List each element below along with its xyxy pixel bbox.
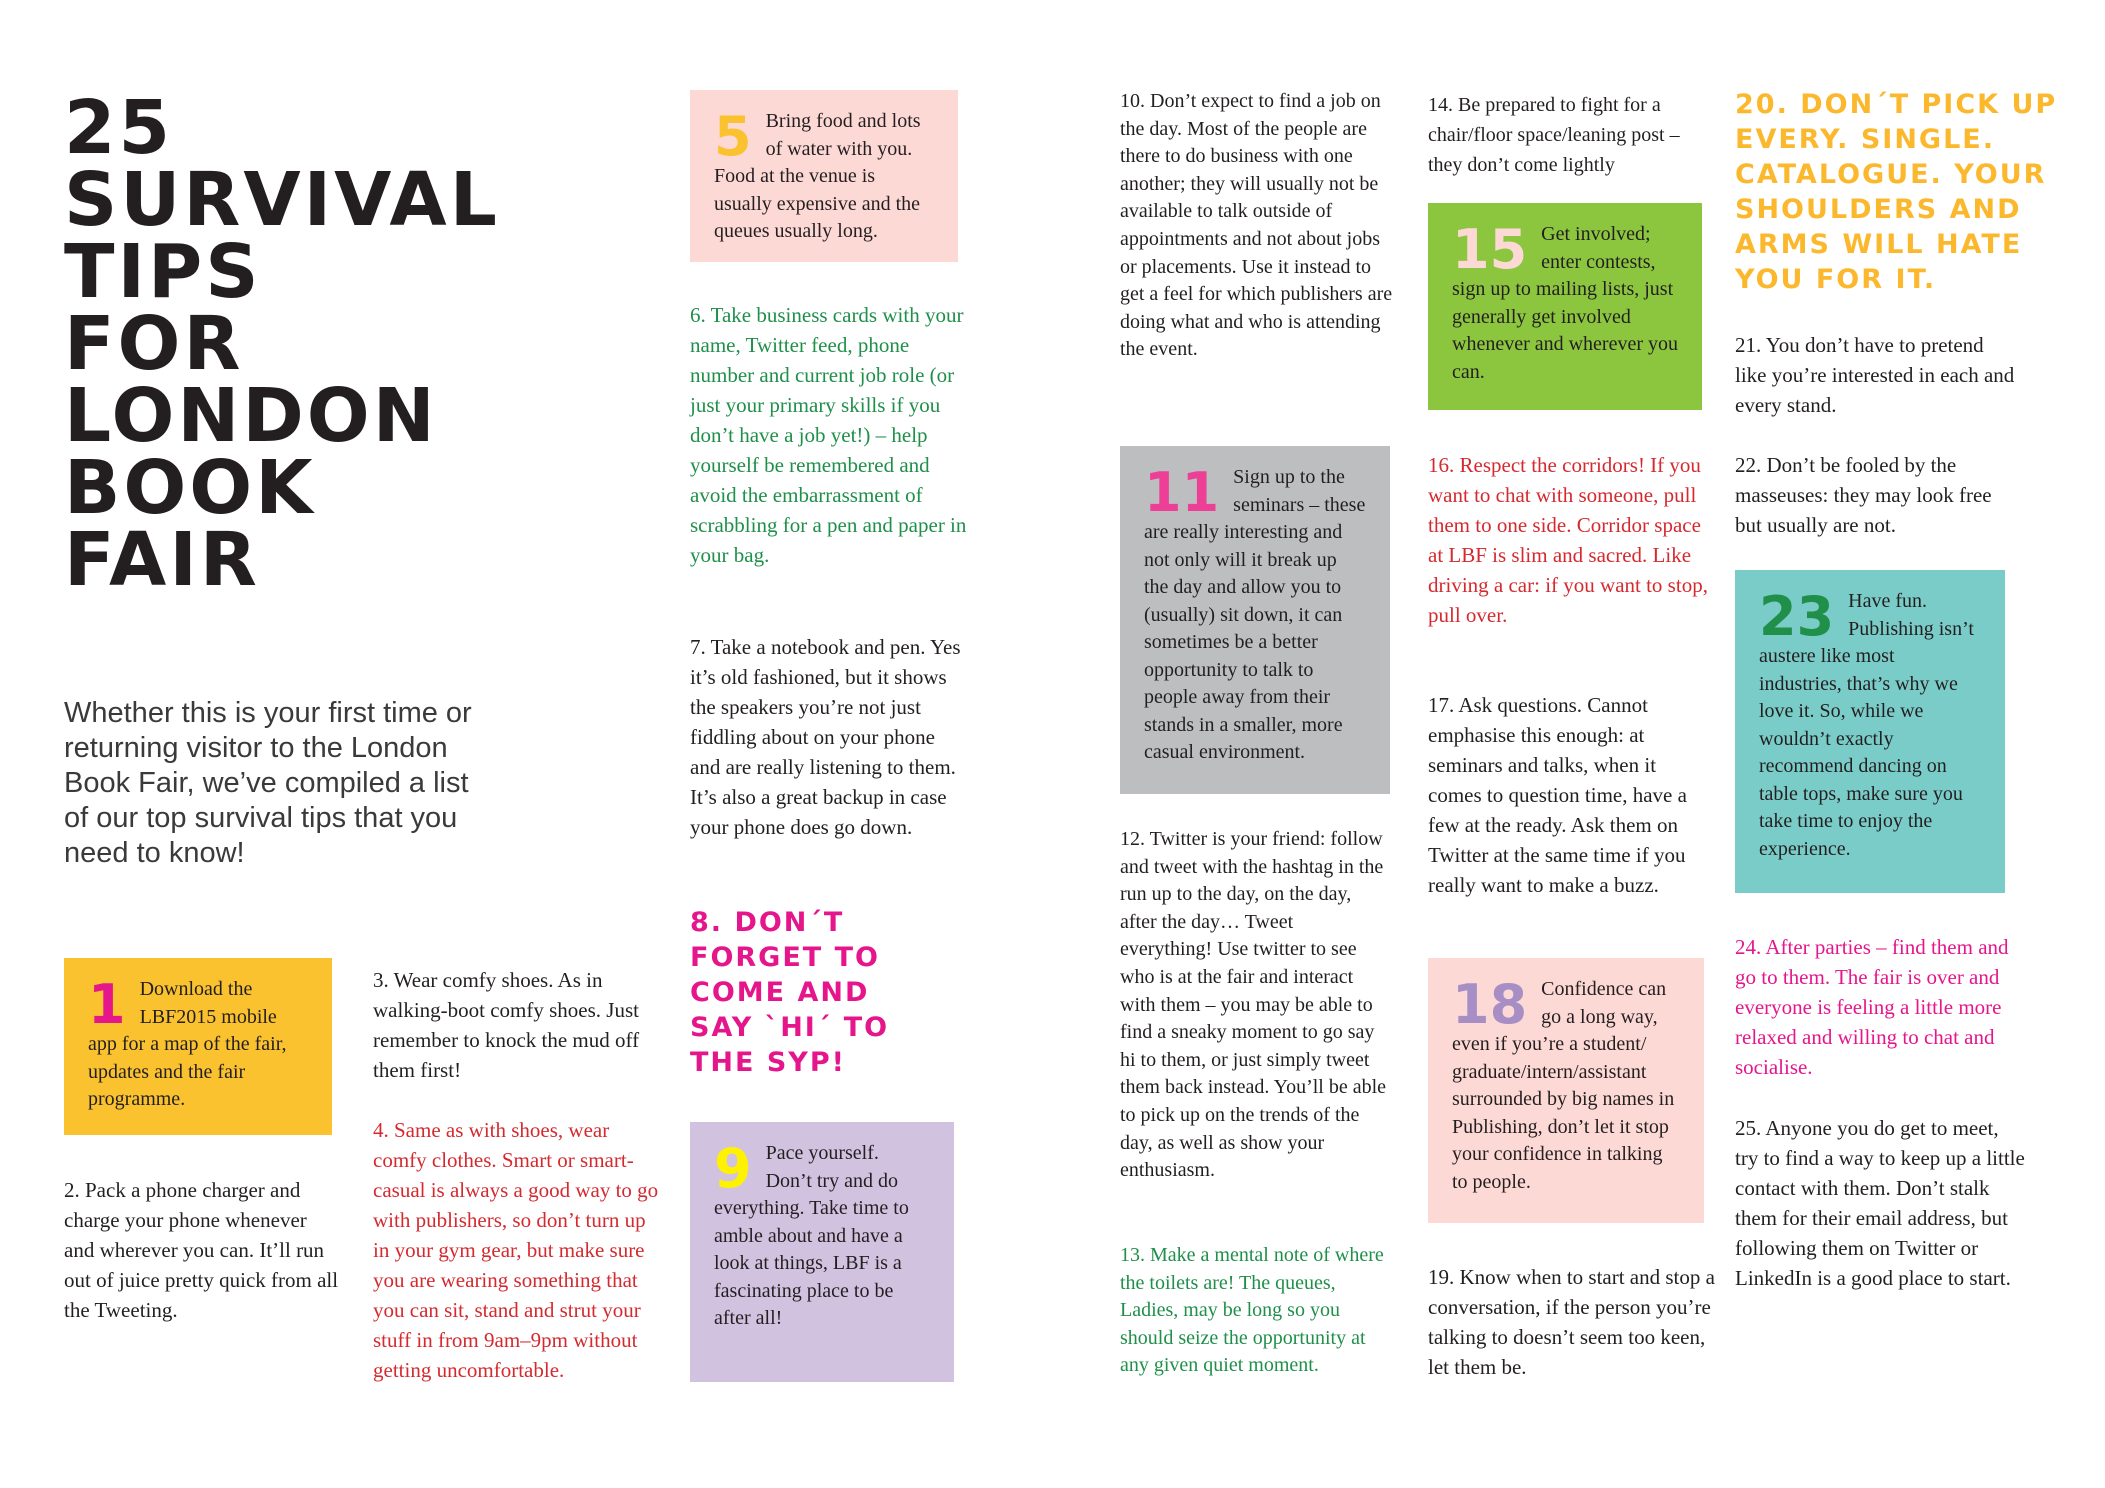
tip-7: 7. Take a notebook and pen. Yes it’s old fashioned, but it shows the speakers you’re not just fiddling about on your phone and are really listening to them. It’s also a great backup in case your phone does go down. xyxy=(690,635,961,839)
title-line: FOR xyxy=(64,301,244,387)
tip-20-heading: 20. DON´T PICK UP EVERY. SINGLE. CATALOGUE. YOUR SHOULDERS AND ARMS WILL HATE YOU FOR IT. xyxy=(1735,89,2058,295)
tip-text: Pace yourself. Don’t try and do everything. Take time to amble about and have a look at things, LBF is a fascinating place to be after all! xyxy=(714,1142,909,1329)
tip-2: 2. Pack a phone charger and charge your phone whenever and wherever you can. It’ll run out of juice pretty quick from all the Tweeting. xyxy=(64,1178,339,1322)
tip-5-box xyxy=(690,90,958,262)
tip-text: Bring food and lots of water with you. Food at the venue is usually expensive and the queues usually long. xyxy=(714,110,921,242)
title-line: LONDON xyxy=(64,373,438,459)
tip-11-box xyxy=(1120,446,1390,794)
title-line: FAIR xyxy=(64,517,260,603)
tip-10: 10. Don’t expect to find a job on the day. Most of the people are there to do business with one another; they will usually not be available to talk outside of appointments and not about jobs or placements. Use it instead to get a feel for which publishers are doing what and who is attending the event. xyxy=(1120,90,1393,361)
tip-text: Have fun. Publishing isn’t austere like most industries, that’s why we love it. So, while we wouldn’t exactly recommend dancing on table tops, make sure you take time to enjoy the experience. xyxy=(1759,590,1974,860)
tip-number: 11 xyxy=(1144,461,1220,524)
tip-23-box xyxy=(1735,570,2005,893)
tip-9-box xyxy=(690,1122,954,1382)
intro-text: Whether this is your first time or returning visitor to the London Book Fair, we’ve compiled a list of our top survival tips that you need to know! xyxy=(64,697,472,869)
tip-18-box xyxy=(1428,958,1704,1223)
tip-3: 3. Wear comfy shoes. As in walking-boot comfy shoes. Just remember to knock the mud off them first! xyxy=(373,968,640,1082)
tip-text: Confidence can go a long way, even if you’re a student/ graduate/intern/assistant surrounded by big names in Publishing, don’t let it stop your confidence in talking to people. xyxy=(1452,978,1675,1193)
tip-number: 1 xyxy=(88,973,126,1036)
tip-number: 15 xyxy=(1452,218,1528,281)
page-title xyxy=(64,85,624,603)
title-line: SURVIVAL xyxy=(64,157,500,243)
tip-number: 5 xyxy=(714,105,752,168)
tip-number: 18 xyxy=(1452,973,1528,1036)
title-line: BOOK xyxy=(64,445,316,531)
tip-24: 24. After parties – find them and go to them. The fair is over and everyone is feeling a little more relaxed and willing to chat and socialise. xyxy=(1735,935,2009,1079)
tip-16: 16. Respect the corridors! If you want to chat with someone, pull them to one side. Corridor space at LBF is slim and sacred. Like driving a car: if you want to stop, pull over. xyxy=(1428,453,1708,627)
tip-text: Download the LBF2015 mobile app for a map of the fair, updates and the fair programme. xyxy=(88,978,287,1110)
tip-15-box xyxy=(1428,203,1702,410)
tip-22: 22. Don’t be fooled by the masseuses: they may look free but usually are not. xyxy=(1735,453,1992,537)
tip-6: 6. Take business cards with your name, Twitter feed, phone number and current job role (or just your primary skills if you don’t have a job yet!) – help yourself be remembered and avoid the embarrassment of scrabbling for a pen and paper in your bag. xyxy=(690,303,967,567)
tip-12: 12. Twitter is your friend: follow and tweet with the hashtag in the run up to the day, on the day, after the day… Tweet everything! Use twitter to see who is at the fair and interact with them – you may be able to find a sneaky moment to go say hi to them, or just simply tweet them back instead. You’ll be able to pick up on the trends of the day, as well as show your enthusiasm. xyxy=(1120,828,1387,1182)
tip-25: 25. Anyone you do get to meet, try to find a way to keep up a little contact with them. Don’t stalk them for their email address, but following them on Twitter or LinkedIn is a good place to start. xyxy=(1735,1116,2025,1290)
tip-text: Get involved; enter contests, sign up to mailing lists, just generally get involved whenever and wherever you can. xyxy=(1452,223,1679,383)
tip-21: 21. You don’t have to pretend like you’re interested in each and every stand. xyxy=(1735,333,2015,417)
tip-17: 17. Ask questions. Cannot emphasise this enough: at seminars and talks, when it comes to question time, have a few at the ready. Ask them on Twitter at the same time if you really want to make a buzz. xyxy=(1428,693,1687,897)
title-line: 25 xyxy=(64,85,173,171)
tip-text: Sign up to the seminars – these are really interesting and not only will it break up the day and allow you to (usually) sit down, it can sometimes be a better opportunity to talk to people away from their stands in a smaller, more casual environment. xyxy=(1144,466,1366,763)
tip-19: 19. Know when to start and stop a conversation, if the person you’re talking to doesn’t seem too keen, let them be. xyxy=(1428,1265,1715,1379)
tip-4: 4. Same as with shoes, wear comfy clothes. Smart or smart-casual is always a good way to go with publishers, so don’t turn up in your gym gear, but make sure you are wearing something that you can sit, stand and strut your stuff in from 9am–9pm without getting uncomfortable. xyxy=(373,1118,659,1382)
title-line: TIPS xyxy=(64,229,262,315)
tip-13: 13. Make a mental note of where the toilets are! The queues, Ladies, may be long so you should seize the opportunity at any given quiet moment. xyxy=(1120,1244,1384,1377)
tip-1-box xyxy=(64,958,332,1135)
tip-number: 23 xyxy=(1759,585,1835,648)
tip-8-heading: 8. DON´T FORGET TO COME AND SAY `HI´ TO THE SYP! xyxy=(690,907,890,1078)
tip-14: 14. Be prepared to fight for a chair/floor space/leaning post – they don’t come lightly xyxy=(1428,94,1680,176)
tip-number: 9 xyxy=(714,1137,752,1200)
